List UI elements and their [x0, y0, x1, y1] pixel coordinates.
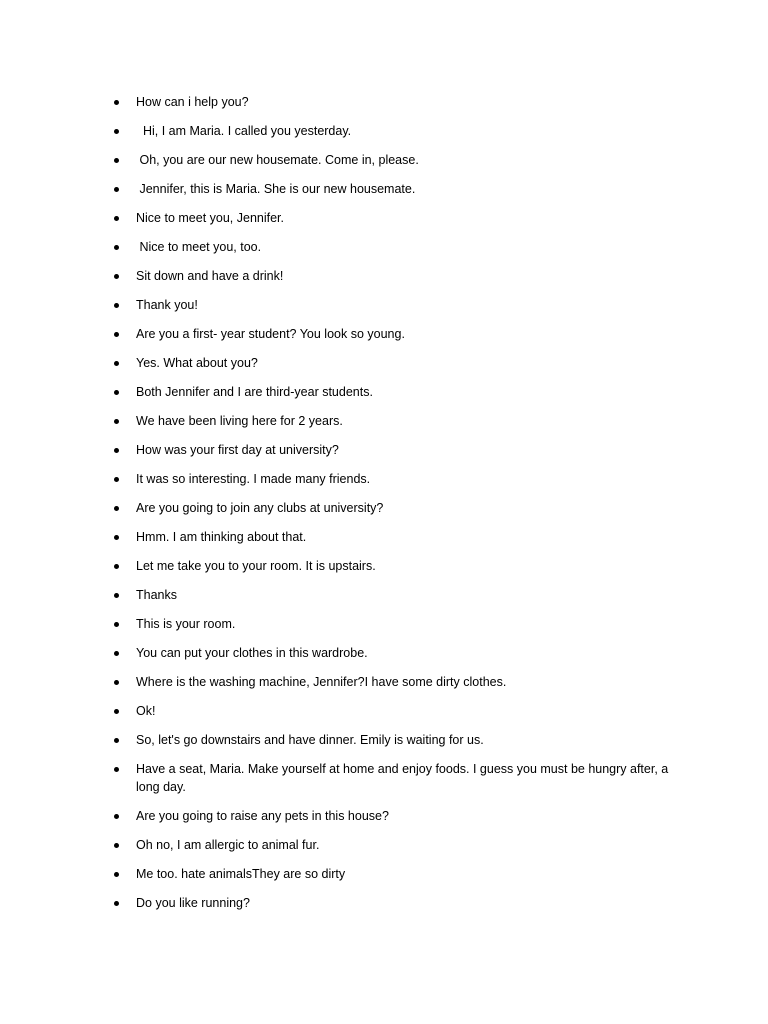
bullet-icon: [114, 332, 119, 337]
list-item-text: Have a seat, Maria. Make yourself at home and enjoy foods. I guess you must be hungry after, a long day.: [136, 762, 672, 794]
bullet-icon: [114, 593, 119, 598]
list-item: [0, 209, 768, 227]
list-item-text: Me too. hate animalsThey are so dirty: [136, 867, 346, 881]
bullet-icon: [114, 814, 119, 819]
list-item: [0, 151, 768, 169]
bullet-icon: [114, 709, 119, 714]
list-item: [0, 528, 768, 546]
bullet-icon: [114, 651, 119, 656]
list-item: [0, 731, 768, 749]
list-item-text: Where is the washing machine, Jennifer?I have some dirty clothes.: [136, 675, 507, 689]
list-item: [0, 836, 768, 854]
bullet-icon: [114, 843, 119, 848]
list-item-text: This is your room.: [136, 617, 236, 631]
bullet-icon: [114, 361, 119, 366]
list-item: [0, 412, 768, 430]
list-item: [0, 615, 768, 633]
bullet-icon: [114, 448, 119, 453]
bullet-icon: [114, 303, 119, 308]
list-item: [0, 325, 768, 343]
bullet-icon: [114, 564, 119, 569]
list-item: [0, 296, 768, 314]
bullet-icon: [114, 187, 119, 192]
bullet-icon: [114, 738, 119, 743]
list-item-text: Oh, you are our new housemate. Come in, please.: [136, 153, 419, 167]
list-item: [0, 673, 768, 691]
list-item-text: How can i help you?: [136, 95, 249, 109]
list-item-text: Thanks: [136, 588, 177, 602]
list-item: [0, 122, 768, 140]
list-item-text: Both Jennifer and I are third-year students.: [136, 385, 373, 399]
bullet-icon: [114, 100, 119, 105]
list-item: [0, 644, 768, 662]
bullet-icon: [114, 245, 119, 250]
list-item-text: Nice to meet you, Jennifer.: [136, 211, 284, 225]
list-item: [0, 807, 768, 825]
list-item: [0, 470, 768, 488]
bullet-icon: [114, 767, 119, 772]
list-item-text: Hmm. I am thinking about that.: [136, 530, 307, 544]
list-item-text: Thank you!: [136, 298, 198, 312]
bullet-icon: [114, 622, 119, 627]
bullet-icon: [114, 274, 119, 279]
list-item: [0, 499, 768, 517]
bullet-icon: [114, 872, 119, 877]
list-item-text: You can put your clothes in this wardrobe.: [136, 646, 368, 660]
list-item: [0, 238, 768, 256]
list-item-text: Jennifer, this is Maria. She is our new housemate.: [136, 182, 416, 196]
bullet-icon: [114, 216, 119, 221]
list-item: [0, 354, 768, 372]
dialogue-list: [0, 93, 768, 923]
bullet-icon: [114, 419, 119, 424]
list-item-text: Nice to meet you, too.: [136, 240, 262, 254]
bullet-icon: [114, 680, 119, 685]
list-item-text: How was your first day at university?: [136, 443, 339, 457]
bullet-icon: [114, 901, 119, 906]
bullet-icon: [114, 477, 119, 482]
list-item: [0, 383, 768, 401]
list-item: [0, 93, 768, 111]
list-item: [0, 760, 768, 796]
list-item: [0, 894, 768, 912]
list-item: [0, 267, 768, 285]
list-item: [0, 586, 768, 604]
list-item: [0, 441, 768, 459]
list-item-text: Hi, I am Maria. I called you yesterday.: [136, 124, 352, 138]
list-item-text: Oh no, I am allergic to animal fur.: [136, 838, 320, 852]
list-item-text: Sit down and have a drink!: [136, 269, 284, 283]
bullet-icon: [114, 129, 119, 134]
list-item-text: Are you a first- year student? You look so young.: [136, 327, 405, 341]
bullet-icon: [114, 535, 119, 540]
bullet-icon: [114, 158, 119, 163]
list-item: [0, 557, 768, 575]
list-item-text: Are you going to raise any pets in this house?: [136, 809, 389, 823]
bullet-icon: [114, 390, 119, 395]
list-item-text: We have been living here for 2 years.: [136, 414, 343, 428]
list-item-text: Yes. What about you?: [136, 356, 258, 370]
bullet-icon: [114, 506, 119, 511]
list-item: [0, 180, 768, 198]
list-item-text: So, let's go downstairs and have dinner. Emily is waiting for us.: [136, 733, 484, 747]
list-item-text: Ok!: [136, 704, 156, 718]
list-item: [0, 865, 768, 883]
list-item-text: Are you going to join any clubs at university?: [136, 501, 384, 515]
list-item-text: Do you like running?: [136, 896, 250, 910]
list-item-text: Let me take you to your room. It is upstairs.: [136, 559, 376, 573]
list-item-text: It was so interesting. I made many friends.: [136, 472, 371, 486]
list-item: [0, 702, 768, 720]
